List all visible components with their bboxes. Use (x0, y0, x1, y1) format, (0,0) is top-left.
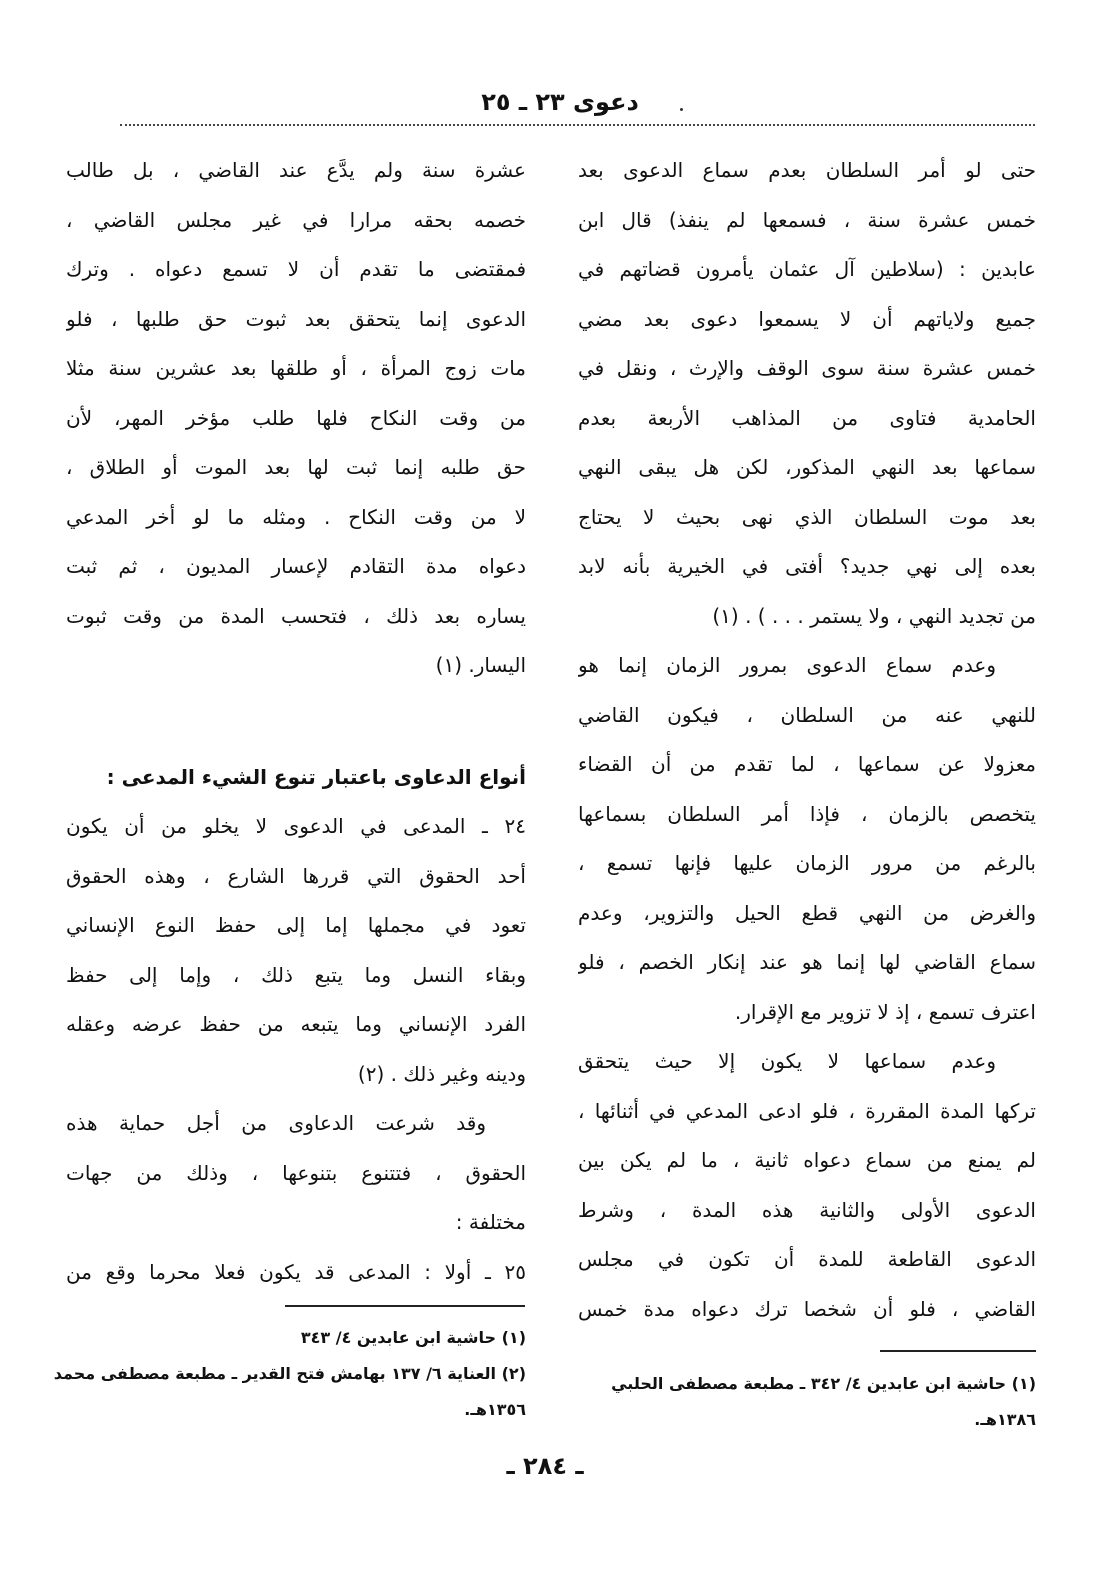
text-line: ودينه وغير ذلك . (٢) (357, 1061, 526, 1086)
text-line: الدعوى القاطعة للمدة أن تكون في مجلس (578, 1247, 1036, 1271)
text-line: الحامدية فتاوى من المذاهب الأربعة بعدم (578, 405, 1036, 430)
text-line: الحقوق ، فتتنوع بتنوعها ، وذلك من جهات (66, 1160, 526, 1185)
running-header: دعوى ٢٣ ـ ٢٥ (481, 88, 639, 116)
text-line: تركها المدة المقررة ، فلو ادعى المدعي في أثنائها ، (578, 1098, 1036, 1123)
text-line: مختلفة : (455, 1210, 526, 1234)
text-line: وعدم سماع الدعوى بمرور الزمان إنما هو (578, 653, 996, 677)
footnote-continuation: ١٣٨٦هـ. (974, 1410, 1036, 1429)
text-line: حق طلبه إنما ثبت لها بعد الموت أو الطلاق ، (66, 455, 526, 479)
text-line: الفرد الإنساني وما يتبعه من حفظ عرضه وعقله (66, 1012, 526, 1036)
footnote: (١) حاشية ابن عابدين ٤/ ٣٤٢ ـ مطبعة مصطفى الحلبي (611, 1374, 1036, 1393)
header-dot (680, 108, 683, 111)
text-line: جميع ولاياتهم أن لا يسمعوا دعوى بعد مضي (578, 306, 1036, 331)
footnote: (١) حاشية ابن عابدين ٤/ ٣٤٣ (300, 1328, 526, 1347)
page-number: ـ ٢٨٤ ـ (506, 1452, 584, 1480)
text-line: فمقتضى ما تقدم أن لا تسمع دعواه . وترك (66, 257, 526, 281)
text-line: والغرض من النهي قطع الحيل والتزوير، وعدم (578, 900, 1036, 925)
text-line: معزولا عن سماعها ، لما تقدم من أن القضاء (578, 752, 1036, 776)
text-line: عشرة سنة ولم يدَّع عند القاضي ، بل طالب (66, 158, 526, 182)
text-line: وبقاء النسل وما يتبع ذلك ، وإما إلى حفظ (66, 962, 526, 987)
text-line: الدعوى إنما يتحقق بعد ثبوت حق طلبها ، فلو (66, 306, 526, 331)
left-column (66, 150, 526, 1301)
text-line: اليسار. (١) (435, 653, 526, 677)
text-line: عابدين : (سلاطين آل عثمان يأمرون قضاتهم في (578, 257, 1036, 281)
text-line: من وقت النكاح فلها طلب مؤخر المهر، لأن (66, 405, 526, 430)
header-dotted-rule (120, 124, 1035, 126)
text-line: ٢٥ ـ أولا : المدعى قد يكون فعلا محرما وقع من (66, 1259, 526, 1284)
text-line: الدعوى الأولى والثانية هذه المدة ، وشرط (578, 1197, 1036, 1222)
text-line: سماعها بعد النهي المذكور، لكن هل يبقى النهي (578, 455, 1036, 479)
text-line: يتخصص بالزمان ، فإذا أمر السلطان بسماعها (578, 801, 1036, 826)
text-line: ٢٤ ـ المدعى في الدعوى لا يخلو من أن يكون (66, 814, 526, 838)
text-line: بالرغم من مرور الزمان عليها فإنها تسمع ، (578, 851, 1036, 875)
text-line: خمس عشرة سنة سوى الوقف والإرث ، ونقل في (578, 356, 1036, 380)
text-line: من تجديد النهي ، ولا يستمر . . . ) . (١) (712, 603, 1036, 628)
text-line: خمس عشرة سنة ، فسمعها لم ينفذ) قال ابن (578, 207, 1036, 232)
text-line: دعواه مدة التقادم لإعسار المديون ، ثم ثبت (66, 554, 526, 578)
right-column (578, 150, 1036, 1338)
text-line: وقد شرعت الدعاوى من أجل حماية هذه (66, 1111, 486, 1135)
text-line: خصمه بحقه مرارا في غير مجلس القاضي ، (66, 207, 526, 232)
text-line: لم يمنع من سماع دعواه ثانية ، ما لم يكن بين (578, 1148, 1036, 1172)
text-line: اعترف تسمع ، إذ لا تزوير مع الإقرار. (734, 999, 1036, 1024)
text-line: بعده إلى نهي جديد؟ أفتى في الخيرية بأنه لابد (578, 554, 1036, 578)
left-footnotes (53, 1320, 526, 1428)
text-line: أحد الحقوق التي قررها الشارع ، وهذه الحقوق (66, 863, 526, 888)
text-line: للنهي عنه من السلطان ، فيكون القاضي (578, 702, 1036, 727)
section-gap (66, 695, 526, 757)
text-line: سماع القاضي لها إنما هو عند إنكار الخصم ، فلو (578, 950, 1036, 974)
text-line: القاضي ، فلو أن شخصا ترك دعواه مدة خمس (578, 1296, 1036, 1321)
text-line: مات زوج المرأة ، أو طلقها بعد عشرين سنة مثلا (66, 356, 526, 380)
left-footnote-rule (285, 1305, 525, 1307)
text-line: لا من وقت النكاح . ومثله ما لو أخر المدعي (66, 504, 526, 529)
footnote: (٢) العناية ٦/ ١٣٧ بهامش فتح القدير ـ مطبعة مصطفى محمد (53, 1364, 526, 1383)
right-footnotes (578, 1366, 1036, 1438)
text-line: بعد موت السلطان الذي نهى بحيث لا يحتاج (578, 504, 1036, 529)
right-footnote-rule (880, 1350, 1036, 1352)
text-line: يساره بعد ذلك ، فتحسب المدة من وقت ثبوت (66, 603, 526, 628)
section-heading: أنواع الدعاوى باعتبار تنوع الشيء المدعى : (106, 764, 526, 789)
footnote-continuation: ١٣٥٦هـ. (464, 1400, 526, 1419)
text-line: حتى لو أمر السلطان بعدم سماع الدعوى بعد (578, 158, 1036, 182)
text-line: تعود في مجملها إما إلى حفظ النوع الإنساني (66, 913, 526, 937)
text-line: وعدم سماعها لا يكون إلا حيث يتحقق (578, 1049, 996, 1073)
